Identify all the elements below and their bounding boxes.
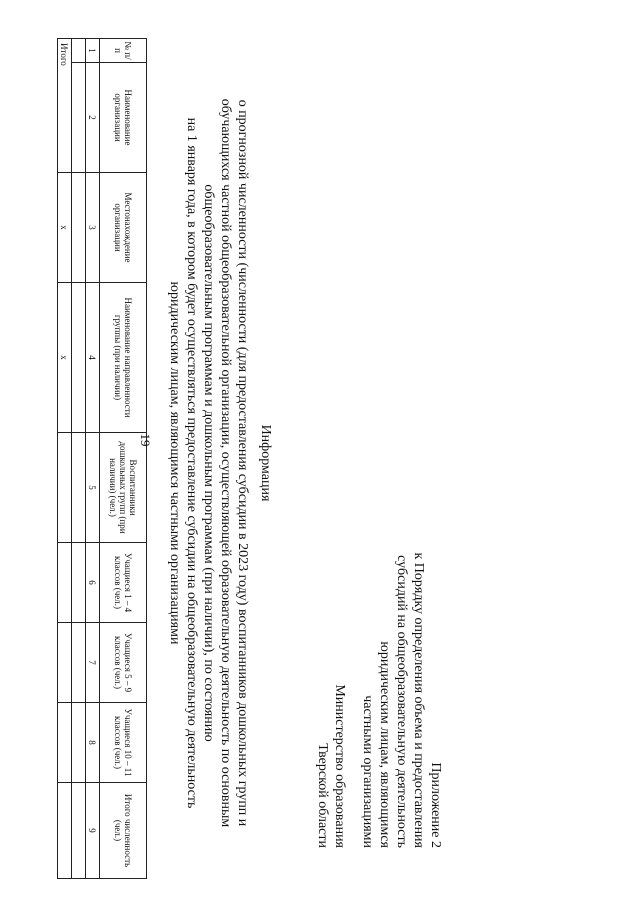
table-cell — [72, 63, 86, 173]
table-cell — [72, 783, 86, 879]
table-cell — [72, 433, 86, 543]
column-number: 8 — [86, 703, 100, 783]
heading-line: юридическим лицам, являющимся частными организациями — [167, 281, 182, 645]
appendix-line: к Порядку определения объема и предоставления — [411, 552, 426, 848]
column-number: 5 — [86, 433, 100, 543]
header-cell-total: Итого численность (чел.) — [100, 783, 147, 879]
total-label: Итого — [58, 39, 72, 173]
column-number: 4 — [86, 283, 100, 433]
column-number: 7 — [86, 623, 100, 703]
header-cell-group-direction: Наименование направленности группы (при наличии) — [100, 283, 147, 433]
total-cell — [58, 703, 72, 783]
column-number: 2 — [86, 63, 100, 173]
column-number: 1 — [86, 39, 100, 63]
recipient-line: Министерство образования — [332, 684, 347, 848]
header-cell-location: Местонахождение организации — [100, 173, 147, 283]
appendix-line: Приложение 2 — [428, 762, 443, 848]
heading-line: на 1 января года, в котором будет осуществляться предоставление субсидии на общеобразовательную деятельность — [184, 117, 199, 809]
header-cell-grades-10-11: Учащиеся 10 – 11 классов (чел.) — [100, 703, 147, 783]
table-cell — [72, 39, 86, 63]
table-row — [72, 39, 86, 879]
recipient-block — [314, 684, 348, 848]
table-cell — [72, 623, 86, 703]
appendix-line: юридическим лицам, являющимся — [377, 641, 392, 848]
document-heading — [166, 38, 274, 888]
table-column-number-row — [86, 39, 100, 879]
document-title: Информация — [258, 424, 273, 502]
column-number: 9 — [86, 783, 100, 879]
data-table-wrapper — [57, 38, 147, 878]
total-cell — [58, 623, 72, 703]
appendix-line: частными организациями — [360, 695, 375, 848]
table-cell — [72, 283, 86, 433]
heading-line: общеобразовательным программам и дошкольным программам (при наличии), по состоянию — [201, 184, 216, 742]
header-cell-grades-1-4: Учащиеся 1 – 4 классов (чел.) — [100, 543, 147, 623]
total-cell — [58, 783, 72, 879]
header-cell-number: № п/п — [100, 39, 147, 63]
table-cell — [72, 173, 86, 283]
landscape-content — [24, 38, 444, 888]
table-header-row — [100, 39, 147, 879]
column-number: 3 — [86, 173, 100, 283]
total-location: x — [58, 173, 72, 283]
total-cell — [58, 433, 72, 543]
table-total-row — [58, 39, 72, 879]
data-table — [57, 38, 147, 879]
heading-line: о прогнозной численности (численности (для предоставления субсидии в 2023 году) воспитанников дошкольных групп и — [235, 99, 250, 827]
appendix-block — [359, 552, 444, 848]
heading-line: обучающихся частной общеобразовательной организации, осуществляющей образовательную деятельность по основным — [218, 98, 233, 828]
appendix-line: субсидий на общеобразовательную деятельность — [394, 555, 409, 848]
header-cell-grades-5-9: Учащиеся 5 – 9 классов (чел.) — [100, 623, 147, 703]
table-cell — [72, 703, 86, 783]
header-cell-org-name: Наименование организации — [100, 63, 147, 173]
recipient-line: Тверской области — [315, 743, 330, 848]
header-cell-preschool: Воспитанники дошкольных групп (при наличии) (чел.) — [100, 433, 147, 543]
table-cell — [72, 543, 86, 623]
total-cell — [58, 543, 72, 623]
column-number: 6 — [86, 543, 100, 623]
page-number: 19 — [138, 433, 153, 447]
total-direction: x — [58, 283, 72, 433]
